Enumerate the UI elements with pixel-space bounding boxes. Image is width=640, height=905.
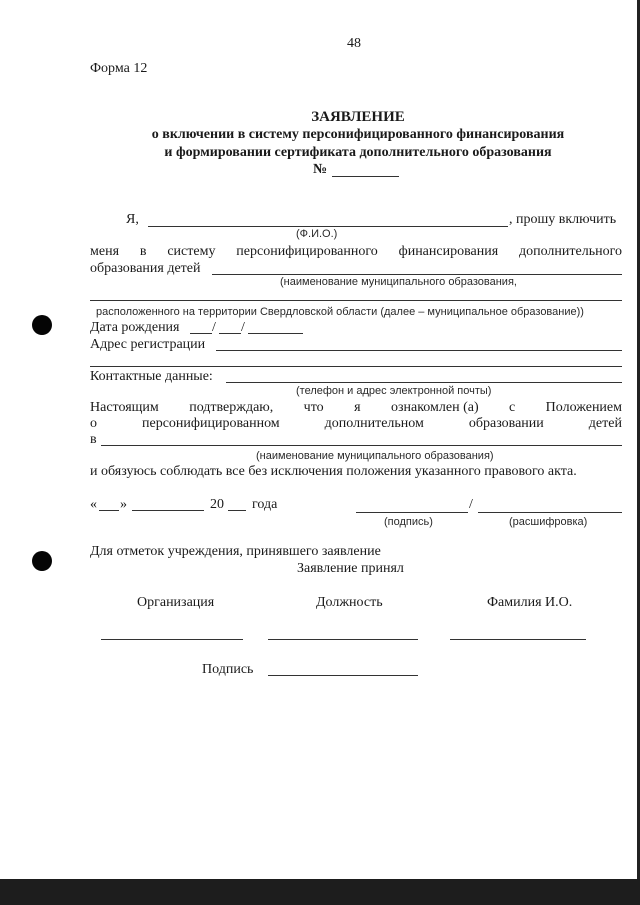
request-include-text: , прошу включить bbox=[509, 212, 617, 227]
signature-label: Подпись bbox=[202, 662, 254, 677]
para2-word: что bbox=[303, 400, 324, 415]
para3-word: детей bbox=[588, 416, 622, 431]
column-position: Должность bbox=[316, 595, 383, 610]
date-year-suffix: года bbox=[252, 497, 278, 512]
fio-caption: (Ф.И.О.) bbox=[296, 228, 338, 240]
para3-word: о bbox=[90, 416, 97, 431]
para1-word: меня bbox=[90, 244, 120, 259]
column-full-name: Фамилия И.О. bbox=[487, 595, 573, 610]
address-field-continued[interactable] bbox=[90, 366, 622, 367]
in-label: в bbox=[90, 432, 97, 447]
signature-caption: (подпись) bbox=[384, 516, 433, 528]
para3-word: персонифицированном bbox=[142, 416, 280, 431]
column-organization: Организация bbox=[137, 595, 215, 610]
full-name-field[interactable] bbox=[450, 639, 586, 640]
number-sign: № bbox=[313, 162, 328, 177]
official-signature-field[interactable] bbox=[268, 675, 418, 676]
position-field[interactable] bbox=[268, 639, 418, 640]
scan-bottom-band bbox=[0, 879, 640, 905]
contacts-field[interactable] bbox=[226, 382, 622, 383]
para1-word: в bbox=[139, 244, 147, 259]
obligation-text: и обязуюсь соблюдать все без исключения положения указанного правового акта. bbox=[90, 464, 577, 479]
located-caption: расположенного на территории Свердловской области (далее – муниципальное образование)) bbox=[96, 306, 584, 318]
municipality-caption-2: (наименование муниципального образования) bbox=[256, 450, 494, 462]
date-close-quote: » bbox=[120, 497, 127, 512]
address-field[interactable] bbox=[216, 350, 622, 351]
birth-date-separator: / bbox=[241, 320, 245, 335]
birth-date-label: Дата рождения bbox=[90, 320, 180, 335]
signature-separator: / bbox=[469, 497, 473, 512]
para1-word: дополнительного bbox=[519, 244, 622, 259]
para2-word: подтверждаю, bbox=[189, 400, 274, 415]
institution-notes-label: Для отметок учреждения, принявшего заявление bbox=[90, 544, 381, 559]
date-open-quote: « bbox=[90, 497, 97, 512]
document-subtitle-1: о включении в систему персонифицированного финансирования bbox=[151, 127, 565, 142]
para3-word: дополнительном bbox=[324, 416, 424, 431]
document-subtitle-2: и формировании сертификата дополнительного образования bbox=[164, 145, 552, 160]
para2-word: Положением bbox=[545, 400, 622, 415]
municipality-field-continued[interactable] bbox=[90, 300, 622, 301]
signature-field[interactable] bbox=[356, 512, 468, 513]
para2-word: я bbox=[354, 400, 361, 415]
date-day-field[interactable] bbox=[99, 510, 119, 511]
form-label: Форма 12 bbox=[90, 61, 148, 76]
municipality-caption: (наименование муниципального образования, bbox=[280, 276, 517, 288]
date-year-prefix: 20 bbox=[210, 497, 224, 512]
para3-word: образовании bbox=[468, 416, 544, 431]
signature-decode-field[interactable] bbox=[478, 512, 622, 513]
accepted-label: Заявление принял bbox=[297, 561, 404, 576]
paragraph-3-line bbox=[90, 416, 622, 432]
birth-year-field[interactable] bbox=[248, 333, 303, 334]
para1-word: финансирования bbox=[398, 244, 499, 259]
date-year-field[interactable] bbox=[228, 510, 246, 511]
para1-word: персонифицированного bbox=[236, 244, 378, 259]
para2-word: ознакомлен (а) bbox=[390, 400, 479, 415]
paragraph-2-line bbox=[90, 400, 622, 416]
ya-label: Я, bbox=[126, 212, 139, 227]
para1-word: систему bbox=[167, 244, 216, 259]
children-education-label: образования детей bbox=[90, 261, 201, 276]
decode-caption: (расшифровка) bbox=[509, 516, 588, 528]
address-label: Адрес регистрации bbox=[90, 337, 206, 352]
birth-month-field[interactable] bbox=[219, 333, 241, 334]
organization-field[interactable] bbox=[101, 639, 243, 640]
para2-word: с bbox=[509, 400, 516, 415]
contacts-label: Контактные данные: bbox=[90, 369, 213, 384]
paragraph-1-line bbox=[90, 244, 622, 260]
page-number: 48 bbox=[347, 36, 361, 51]
application-number-field[interactable] bbox=[332, 176, 399, 177]
document-title: ЗАЯВЛЕНИЕ bbox=[311, 109, 405, 125]
birth-date-separator: / bbox=[212, 320, 216, 335]
para2-word: Настоящим bbox=[90, 400, 159, 415]
birth-day-field[interactable] bbox=[190, 333, 212, 334]
date-month-field[interactable] bbox=[132, 510, 204, 511]
municipality-field[interactable] bbox=[212, 274, 622, 275]
punch-hole-bottom bbox=[32, 551, 52, 571]
fio-field[interactable] bbox=[148, 226, 508, 227]
municipality-field-2[interactable] bbox=[101, 445, 622, 446]
contacts-caption: (телефон и адрес электронной почты) bbox=[296, 385, 492, 397]
punch-hole-top bbox=[32, 315, 52, 335]
